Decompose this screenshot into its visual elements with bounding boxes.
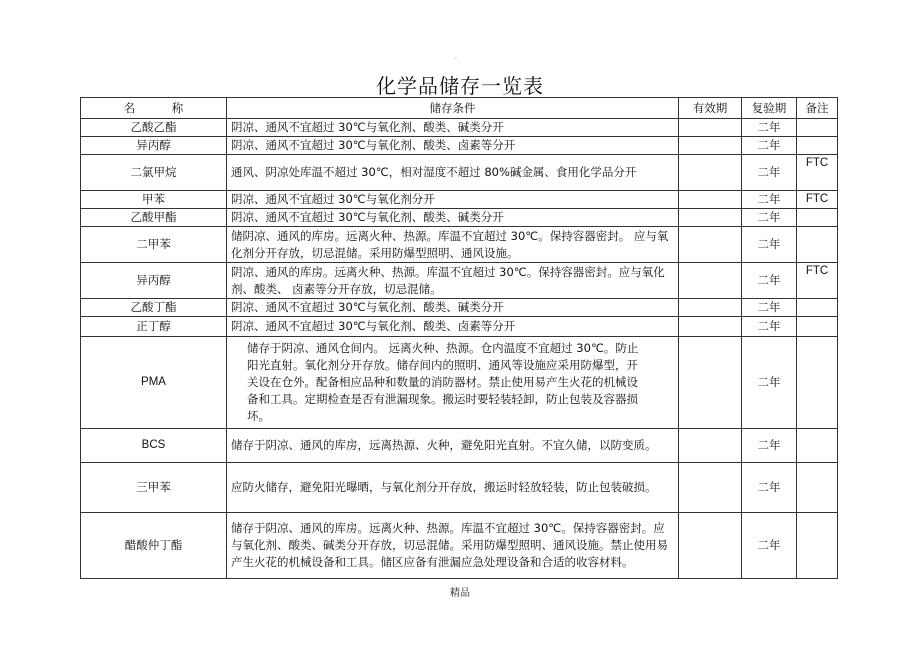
row-name: 甲苯 bbox=[81, 191, 227, 209]
row-recheck: 二年 bbox=[742, 513, 797, 579]
row-condition: 应防火储存，避免阳光曝晒，与氧化剂分开存放，搬运时轻放轻装，防止包装破损。 bbox=[227, 463, 679, 513]
table-row bbox=[81, 209, 838, 227]
row-valid bbox=[679, 137, 742, 155]
row-recheck: 二年 bbox=[742, 317, 797, 337]
row-note bbox=[797, 429, 838, 463]
page-mark: · bbox=[455, 56, 457, 63]
row-name: 乙酸甲酯 bbox=[81, 209, 227, 227]
row-valid bbox=[679, 119, 742, 137]
row-condition: 储阴凉、通风的库房。远离火种、热源。库温不宜超过 30℃。保持容器密封。 应与氧化剂分开存放，切忌混储。采用防爆型照明、通风设施。 bbox=[227, 227, 679, 263]
row-name: 醋酸仲丁酯 bbox=[81, 513, 227, 579]
row-valid bbox=[679, 513, 742, 579]
row-recheck: 二年 bbox=[742, 137, 797, 155]
table-row bbox=[81, 513, 838, 579]
row-name: PMA bbox=[81, 337, 227, 429]
table-row bbox=[81, 191, 838, 209]
table-row bbox=[81, 337, 838, 429]
row-recheck: 二年 bbox=[742, 337, 797, 429]
row-name: BCS bbox=[81, 429, 227, 463]
row-valid bbox=[679, 155, 742, 191]
row-note bbox=[797, 299, 838, 317]
row-name: 异丙醇 bbox=[81, 263, 227, 299]
row-valid bbox=[679, 263, 742, 299]
header-name: 名 称 bbox=[81, 98, 227, 119]
table-row bbox=[81, 227, 838, 263]
row-condition: 阴凉、通风不宜超过 30℃与氧化剂、酸类、碱类分开 bbox=[227, 119, 679, 137]
row-name: 异丙醇 bbox=[81, 137, 227, 155]
row-note: FTC bbox=[797, 191, 838, 209]
row-name: 二甲苯 bbox=[81, 227, 227, 263]
row-note bbox=[797, 119, 838, 137]
row-valid bbox=[679, 299, 742, 317]
row-recheck: 二年 bbox=[742, 191, 797, 209]
row-condition: 储存于阴凉、通风仓间内。 远离火种、热源。仓内温度不宜超过 30℃。防止阳光直射。氧化剂分开存放。储存间内的照明、通风等设施应采用防爆型，开关设在仓外。配备相应品种和数量的消防器材。禁止使用易产生火花的机械设备和工具。定期检查是否有泄漏现象。搬运时要轻装轻卸，防止包装及容器损坏。 bbox=[227, 337, 679, 429]
row-condition: 阴凉、通风不宜超过 30℃与氧化剂、酸类、卤素等分开 bbox=[227, 137, 679, 155]
row-note: FTC bbox=[797, 263, 838, 299]
row-valid bbox=[679, 337, 742, 429]
header-valid-period: 有效期 bbox=[679, 98, 742, 119]
row-valid bbox=[679, 191, 742, 209]
page-footer: 精品 bbox=[450, 588, 470, 599]
row-condition: 阴凉、通风的库房。远离火种、热源。库温不宜超过 30℃。保持容器密封。应与氧化剂、酸类、 卤素等分开存放，切忌混储。 bbox=[227, 263, 679, 299]
row-name: 三甲苯 bbox=[81, 463, 227, 513]
row-name: 二氯甲烷 bbox=[81, 155, 227, 191]
header-condition: 储存条件 bbox=[227, 98, 679, 119]
row-recheck: 二年 bbox=[742, 119, 797, 137]
table-row bbox=[81, 299, 838, 317]
row-condition: 阴凉、通风不宜超过 30℃与氧化剂、酸类、卤素等分开 bbox=[227, 317, 679, 337]
row-note: FTC bbox=[797, 155, 838, 191]
row-recheck: 二年 bbox=[742, 299, 797, 317]
table-row bbox=[81, 137, 838, 155]
header-recheck-period: 复验期 bbox=[742, 98, 797, 119]
row-valid bbox=[679, 463, 742, 513]
table-row bbox=[81, 429, 838, 463]
row-name: 乙酸乙酯 bbox=[81, 119, 227, 137]
row-recheck: 二年 bbox=[742, 463, 797, 513]
row-condition: 通风、阴凉处库温不超过 30℃，相对湿度不超过 80%碱金属、食用化学品分开 bbox=[227, 155, 679, 191]
row-valid bbox=[679, 209, 742, 227]
row-note bbox=[797, 317, 838, 337]
row-condition: 储存于阴凉、通风的库房，远离热源、火种，避免阳光直射。不宜久储，以防变质。 bbox=[227, 429, 679, 463]
row-note bbox=[797, 137, 838, 155]
table-row bbox=[81, 263, 838, 299]
row-note bbox=[797, 227, 838, 263]
row-recheck: 二年 bbox=[742, 209, 797, 227]
row-condition: 阴凉、通风不宜超过 30℃与氧化剂分开 bbox=[227, 191, 679, 209]
row-recheck: 二年 bbox=[742, 429, 797, 463]
row-condition: 储存于阴凉、通风的库房。远离火种、热源。库温不宜超过 30℃。保持容器密封。应与氧化剂、酸类、碱类分开存放，切忌混储。采用防爆型照明、通风设施。禁止使用易产生火花的机械设备和工具。储区应备有泄漏应急处理设备和合适的收容材料。 bbox=[227, 513, 679, 579]
row-note bbox=[797, 513, 838, 579]
table-row bbox=[81, 155, 838, 191]
row-name: 正丁醇 bbox=[81, 317, 227, 337]
table-row bbox=[81, 317, 838, 337]
row-note bbox=[797, 463, 838, 513]
row-valid bbox=[679, 317, 742, 337]
row-recheck: 二年 bbox=[742, 263, 797, 299]
row-note bbox=[797, 337, 838, 429]
row-valid bbox=[679, 429, 742, 463]
header-note: 备注 bbox=[797, 98, 838, 119]
table-row bbox=[81, 119, 838, 137]
chemical-storage-table bbox=[80, 97, 838, 579]
row-valid bbox=[679, 227, 742, 263]
table-header-row bbox=[81, 98, 838, 119]
table-row bbox=[81, 463, 838, 513]
row-note bbox=[797, 209, 838, 227]
row-recheck: 二年 bbox=[742, 227, 797, 263]
row-condition: 阴凉、通风不宜超过 30℃与氧化剂、酸类、碱类分开 bbox=[227, 209, 679, 227]
row-name: 乙酸丁酯 bbox=[81, 299, 227, 317]
row-condition: 阴凉、通风不宜超过 30℃与氧化剂、酸类、碱类分开 bbox=[227, 299, 679, 317]
document-title: 化学品储存一览表 bbox=[376, 74, 544, 98]
row-recheck: 二年 bbox=[742, 155, 797, 191]
